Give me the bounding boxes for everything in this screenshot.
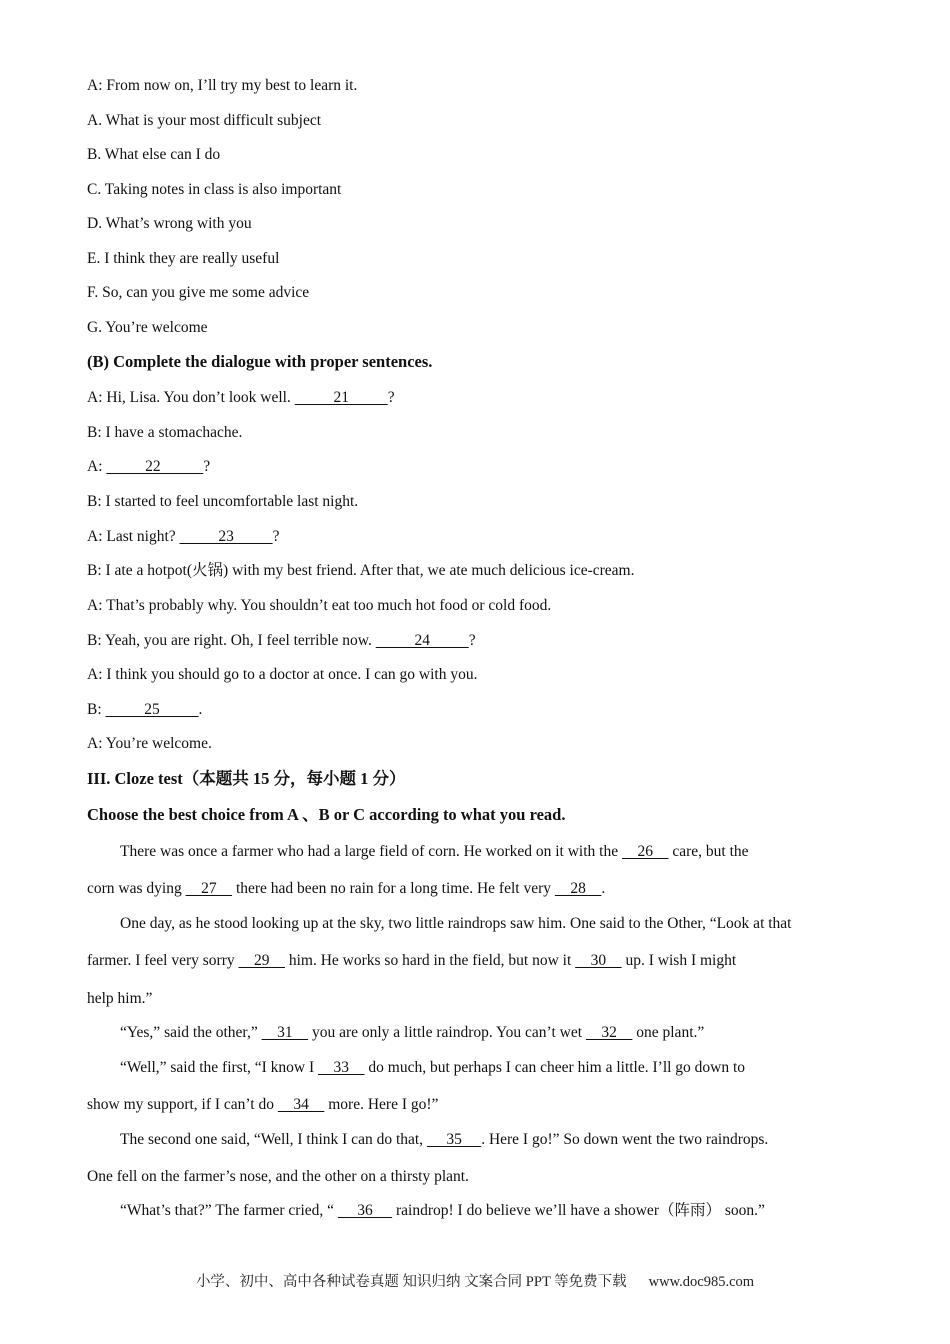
passage-text: . xyxy=(601,880,606,897)
dialogue-line: A: You’re welcome. xyxy=(87,735,212,752)
option-e: E. I think they are really useful xyxy=(87,250,280,267)
dialogue-text: ? xyxy=(203,458,211,475)
blank-21[interactable]: 21 xyxy=(294,389,388,406)
passage-line xyxy=(120,1058,745,1078)
dialogue-text: B: Yeah, you are right. Oh, I feel terrible now. xyxy=(87,632,376,649)
footer-text: 小学、初中、高中各种试卷真题 知识归纳 文案合同 PPT 等免费下载 xyxy=(195,1274,627,1290)
passage-line xyxy=(120,842,749,862)
dialogue-line xyxy=(87,388,395,408)
dialogue-line: B: I started to feel uncomfortable last night. xyxy=(87,493,359,510)
blank-23[interactable]: 23 xyxy=(179,528,273,545)
passage-text: The second one said, “Well, I think I can do that, xyxy=(120,1131,427,1148)
dialogue-text: A: Hi, Lisa. You don’t look well. xyxy=(87,389,295,406)
dialogue-text: A: Last night? xyxy=(87,528,180,545)
blank-26[interactable]: 26 xyxy=(621,843,669,860)
passage-text: one plant.” xyxy=(632,1024,705,1041)
blank-36[interactable]: 36 xyxy=(337,1202,393,1219)
passage-line: help him.” xyxy=(87,990,153,1007)
passage-text: more. Here I go!” xyxy=(324,1096,439,1113)
blank-33[interactable]: 33 xyxy=(318,1059,365,1076)
dialogue-line: B: I ate a hotpot(火锅) with my best friend. After that, we ate much delicious ice-cream. xyxy=(87,562,635,579)
passage-text: there had been no rain for a long time. He felt very xyxy=(232,880,555,897)
passage-text: raindrop! I do believe we’ll have a shower（阵雨） soon.” xyxy=(392,1202,765,1219)
passage-text: farmer. I feel very sorry xyxy=(87,952,239,969)
dialogue-text: ? xyxy=(387,389,395,406)
blank-24[interactable]: 24 xyxy=(375,632,469,649)
passage-line: One fell on the farmer’s nose, and the other on a thirsty plant. xyxy=(87,1168,469,1185)
blank-30[interactable]: 30 xyxy=(575,952,622,969)
dialogue-text: A: xyxy=(87,458,107,475)
blank-35[interactable]: 35 xyxy=(426,1131,482,1148)
passage-line xyxy=(87,879,605,899)
blank-25[interactable]: 25 xyxy=(105,701,199,718)
footer-link[interactable]: www.doc985.com xyxy=(648,1274,755,1290)
passage-text: do much, but perhaps I can cheer him a little. I’ll go down to xyxy=(364,1059,746,1076)
passage-line xyxy=(120,1130,768,1150)
passage-text: “Yes,” said the other,” xyxy=(120,1024,262,1041)
page-footer xyxy=(0,1270,950,1291)
dialogue-text: B: xyxy=(87,701,106,718)
dialogue-text: . xyxy=(198,701,203,718)
dialogue-line: A: That’s probably why. You shouldn’t eat too much hot food or cold food. xyxy=(87,597,552,614)
passage-text: you are only a little raindrop. You can’t wet xyxy=(308,1024,586,1041)
option-b: B. What else can I do xyxy=(87,146,221,163)
passage-text: him. He works so hard in the field, but now it xyxy=(284,952,576,969)
option-a: A. What is your most difficult subject xyxy=(87,112,322,129)
blank-29[interactable]: 29 xyxy=(238,952,285,969)
blank-27[interactable]: 27 xyxy=(185,880,233,897)
passage-text: “Well,” said the first, “I know I xyxy=(120,1059,319,1076)
passage-text: show my support, if I can’t do xyxy=(87,1096,278,1113)
section-b-heading: (B) Complete the dialogue with proper sentences. xyxy=(87,352,433,371)
passage-text: up. I wish I might xyxy=(621,952,737,969)
blank-34[interactable]: 34 xyxy=(277,1096,325,1113)
passage-line xyxy=(120,1023,704,1043)
passage-line xyxy=(87,1095,438,1115)
passage-text: corn was dying xyxy=(87,880,186,897)
passage-text: There was once a farmer who had a large field of corn. He worked on it with the xyxy=(120,843,622,860)
passage-line xyxy=(87,951,736,971)
option-c: C. Taking notes in class is also important xyxy=(87,181,342,198)
cloze-instruction: Choose the best choice from A 、B or C according to what you read. xyxy=(87,805,566,824)
section-iii-heading: III. Cloze test（本题共 15 分，每小题 1 分） xyxy=(87,769,406,788)
dialogue-text: ? xyxy=(272,528,280,545)
dialogue-line: B: I have a stomachache. xyxy=(87,424,243,441)
passage-line xyxy=(120,1201,765,1221)
option-d: D. What’s wrong with you xyxy=(87,215,252,232)
blank-22[interactable]: 22 xyxy=(106,458,204,475)
blank-32[interactable]: 32 xyxy=(585,1024,633,1041)
option-f: F. So, can you give me some advice xyxy=(87,284,310,301)
option-g: G. You’re welcome xyxy=(87,319,208,336)
dialogue-line xyxy=(87,457,210,477)
dialogue-line xyxy=(87,700,202,720)
dialogue-line xyxy=(87,527,279,547)
passage-text: . Here I go!” So down went the two raindrops. xyxy=(481,1131,769,1148)
passage-line: One day, as he stood looking up at the sky, two little raindrops saw him. One said to the Other, “Look at that xyxy=(120,915,792,932)
passage-text: care, but the xyxy=(668,843,749,860)
dialogue-line xyxy=(87,631,476,651)
dialogue-text: ? xyxy=(468,632,476,649)
dialogue-line: A: From now on, I’ll try my best to learn it. xyxy=(87,77,358,94)
blank-28[interactable]: 28 xyxy=(554,880,602,897)
passage-text: “What’s that?” The farmer cried, “ xyxy=(120,1202,338,1219)
dialogue-line: A: I think you should go to a doctor at once. I can go with you. xyxy=(87,666,478,683)
blank-31[interactable]: 31 xyxy=(261,1024,309,1041)
